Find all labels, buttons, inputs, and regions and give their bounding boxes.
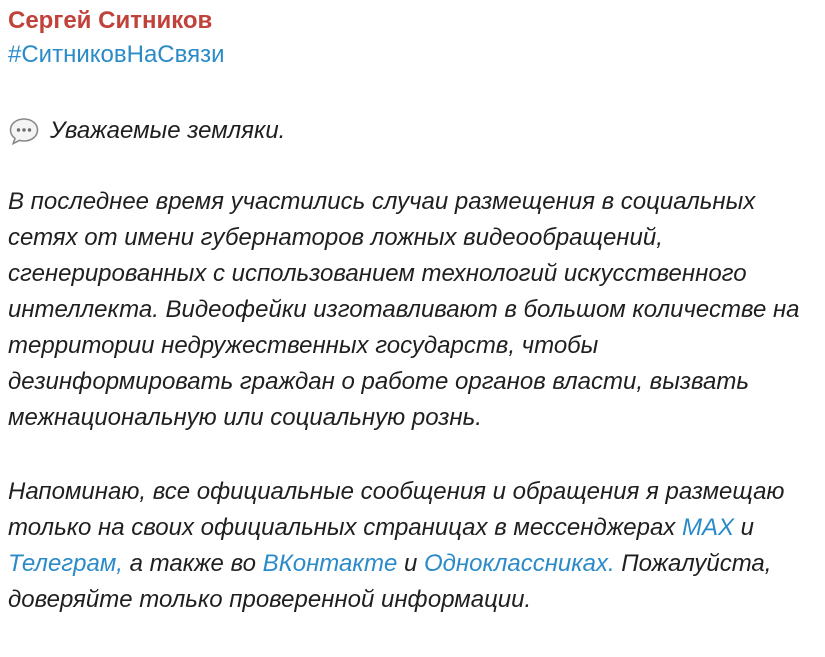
paragraph2-and-1: и: [733, 514, 754, 541]
link-telegram[interactable]: Телеграм,: [8, 550, 123, 577]
paragraph2-text-3: Пожалуйста, доверяйте только проверенной информации.: [8, 550, 772, 613]
paragraph2-text-2: а также во: [122, 550, 263, 577]
link-vkontakte[interactable]: ВКонтакте: [262, 550, 398, 577]
speech-bubble-icon: [8, 116, 40, 146]
greeting-text: Уважаемые земляки.: [50, 117, 286, 144]
paragraph2-text-1: Напоминаю, все официальные сообщения и обращения я размещаю только на своих официальных страницах в мессенджерах: [8, 478, 785, 541]
link-odnoklassniki[interactable]: Одноклассниках.: [424, 550, 615, 577]
author-name[interactable]: Сергей Ситников: [8, 7, 213, 34]
greeting-line: [8, 116, 823, 146]
post-message: [8, 6, 823, 618]
link-max[interactable]: MAX: [681, 514, 734, 541]
paragraph-deepfakes: В последнее время участились случаи размещения в социальных сетях от имени губернаторов ложных видеообращений, сгенерированных с использованием технологий искусственного интеллекта. Видеофейки изготавливают в большом количестве на территории недружественных государств, чтобы дезинформировать граждан о работе органов власти, вызвать межнациональную или социальную рознь.: [8, 188, 800, 431]
paragraph-official-channels: [8, 474, 823, 618]
paragraph2-and-2: и: [397, 550, 424, 577]
hashtag-link[interactable]: #СитниковНаСвязи: [8, 41, 225, 68]
